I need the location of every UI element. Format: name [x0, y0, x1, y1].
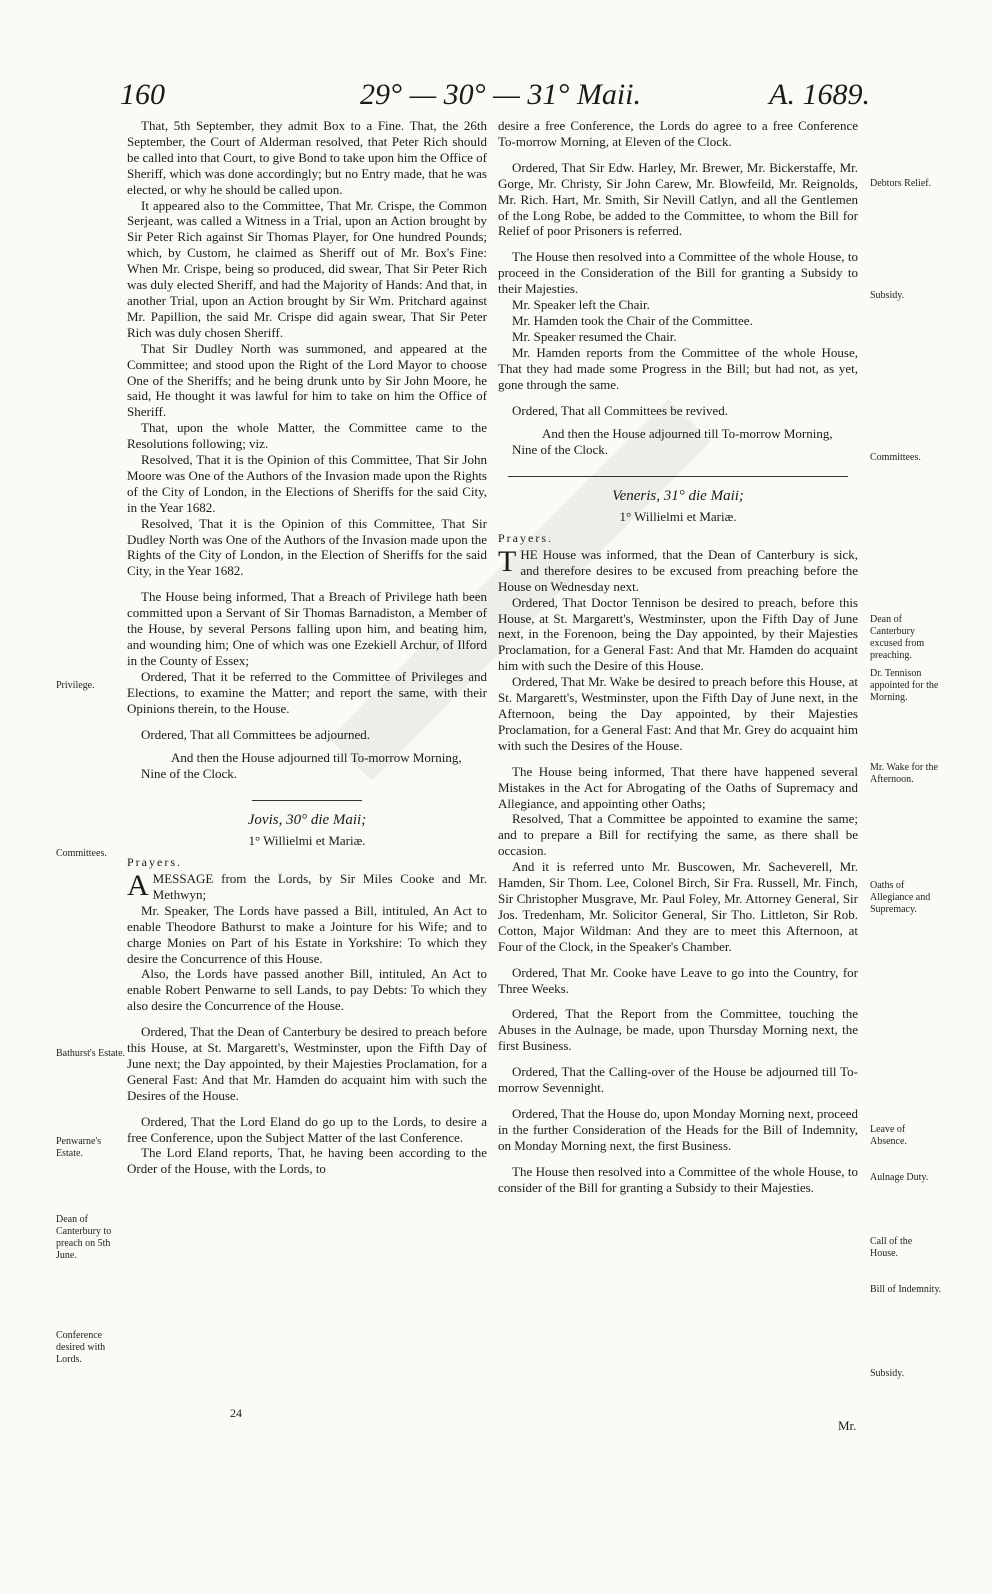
paragraph: The House being informed, That a Breach of Privilege hath been committed upon a Servant of Sir Thomas Barnadiston, a Member of the House, by several Persons falling upon him, and beating him, and wounding him; One of which was one Ezekiell Archur, of Ilford in the County of Essex;: [127, 589, 487, 668]
paragraph: Mr. Speaker resumed the Chair.: [512, 328, 677, 344]
margin-note-dean-canterbury: Dean of Canterbury to preach on 5th June.: [56, 1214, 112, 1261]
margin-note-bathurst: Bathurst's Estate.: [56, 1048, 126, 1059]
paragraph: Ordered, That the Report from the Committee, touching the Abuses in the Aulnage, be made, upon Thursday Morning next, the first Business.: [498, 1006, 858, 1054]
prayers-heading: Prayers.: [127, 855, 182, 870]
margin-note-committees-right: Committees.: [870, 452, 921, 463]
reign-line: 1° Willielmi et Mariæ.: [248, 833, 366, 849]
paragraph: Ordered, That the Dean of Canterbury be desired to preach before this House, at St. Margarett's, Westminster, upon the Fifth Day of June next; the Day appointed, by their Majesties Proclamation, for a General Fast: And that Mr. Hamden do acquaint him with such the Desires of the House.: [127, 1024, 487, 1103]
margin-note-wake: Mr. Wake for the Afternoon.: [870, 762, 938, 785]
paragraph: Mr. Hamden took the Chair of the Committee.: [512, 312, 753, 328]
margin-note-indemnity: Bill of Indemnity.: [870, 1284, 942, 1295]
paragraph: Ordered, That the Calling-over of the House be adjourned till To-morrow Sevennight.: [498, 1064, 858, 1096]
paragraph: Mr. Hamden reports from the Committee of the whole House, That they had made some Progress in the Bill; but had not, as yet, gone through the same.: [498, 344, 858, 392]
paragraph: And it is referred unto Mr. Buscowen, Mr. Sacheverell, Mr. Hamden, Sir Thom. Lee, Colonel Birch, Sir Fra. Russell, Mr. Finch, Sir Christopher Musgrave, Mr. Paul Foley, Mr. Attorney General, Sir Jos. Tredenham, Mr. Solicitor General, Sir Tho. Littleton, Sir Rob. Cotton, Major Wildman: And they are to meet this Afternoon, at Four of the Clock, in the Speaker's Chamber.: [498, 859, 858, 954]
paragraph: Mr. Speaker left the Chair.: [512, 297, 650, 313]
paragraph: That, upon the whole Matter, the Committee came to the Resolutions following; viz.: [127, 420, 487, 452]
paragraph: Ordered, That Mr. Wake be desired to preach before this House, at St. Margarett's, Westminster, upon the Fifth Day of June next, in the Afternoon, being the Day appointed, by their Majesties Proclamation, for a General Fast: And that Mr. Grey do acquaint him with such the Desires of the House.: [498, 674, 858, 753]
page-number: 160: [120, 78, 165, 111]
paragraph: The House then resolved into a Committee of the whole House, to proceed in the Consideration of the Bill for granting a Subsidy to their Majesties.: [498, 249, 858, 297]
paragraph: It appeared also to the Committee, That Mr. Crispe, the Common Serjeant, was called a Witness in a Trial, upon an Action brought by Sir Peter Rich against Sir Thomas Player, for One hundred Pounds; which, by Custom, he claimed as Sheriff out of Mr. Box's Fine: When Mr. Crispe, being so produced, did swear, That Sir Peter Rich was duly elected Sheriff, and had the Majority of Hands: And that, in another Trial, upon an Action brought by Sir Wm. Pritchard against Mr. Papillion, the said Mr. Crispe did again swear, That Sir Peter Rich was duly chosen Sheriff.: [127, 197, 487, 340]
margin-note-aulnage: Aulnage Duty.: [870, 1172, 929, 1183]
paragraph: That, 5th September, they admit Box to a Fine. That, the 26th September, the Court of Alderman resolved, that Peter Rich should be called into that Court, to give Bond to take upon him the Office of Sheriff, which was done accordingly; but no Entry made, that he was elected, or why he should be called upon.: [127, 118, 487, 197]
margin-note-conference: Conference desired with Lords.: [56, 1330, 106, 1365]
margin-note-privilege: Privilege.: [56, 680, 95, 691]
left-column: [127, 118, 487, 1177]
paragraph: Resolved, That it is the Opinion of this Committee, That Sir Dudley North was One of the Authors of the Invasion made upon the Rights of the City of London, in the Election of Sheriffs for the said City, in the Year 1682.: [127, 515, 487, 579]
paragraph: Resolved, That it is the Opinion of this Committee, That Sir John Moore was One of the Authors of the Invasion made upon the Rights of the City of London, in the Elections of Sheriffs for the said City, in the Year 1682.: [127, 452, 487, 515]
adjournment: And then the House adjourned till To-morrow Morning, Nine of the Clock.: [141, 750, 462, 782]
paragraph: Ordered, That it be referred to the Committee of Privileges and Elections, to examine the Matter; and report the same, with their Opinions therein, to the House.: [127, 668, 487, 716]
paragraph: Ordered, That Mr. Cooke have Leave to go into the Country, for Three Weeks.: [498, 964, 858, 996]
margin-note-dean-excused: Dean of Canterbury excused from preaching.: [870, 614, 925, 661]
paragraph: Resolved, That a Committee be appointed to examine the same; and to prepare a Bill for rectifying the same, as there shall be occasion.: [498, 811, 858, 859]
margin-note-call: Call of the House.: [870, 1236, 913, 1259]
header-dates: 29° — 30° — 31° Maii.: [360, 78, 642, 111]
paragraph: Also, the Lords have passed another Bill, intituled, An Act to enable Robert Penwarne to sell Lands, to pay Debts: To which they also desire the Concurrence of the House.: [127, 966, 487, 1014]
paragraph: Ordered, That all Committees be revived.: [512, 402, 728, 418]
margin-note-oaths: Oaths of Allegiance and Supremacy.: [870, 880, 931, 915]
paragraph: Ordered, That all Committees be adjourned.: [141, 726, 370, 742]
catchword: Mr.: [838, 1418, 857, 1433]
paragraph: Ordered, That the House do, upon Monday Morning next, proceed in the further Consideration of the Heads for the Bill of Indemnity, on Monday Morning next, the first Business.: [498, 1105, 858, 1153]
paragraph: desire a free Conference, the Lords do agree to a free Conference To-morrow Morning, at Eleven of the Clock.: [498, 118, 858, 149]
message-paragraph: AMESSAGE from the Lords, by Sir Miles Cooke and Mr. Methwyn;: [127, 868, 487, 902]
paragraph: Ordered, That Doctor Tennison be desired to preach, before this House, at St. Margarett's, Westminster, upon the Fifth Day of June next, in the Forenoon, being the Day appointed, by their Majesties Proclamation, for a General Fast: And that Mr. Hamden do acquaint him with such the Desire of this House.: [498, 594, 858, 674]
drop-cap: A: [127, 868, 149, 902]
section-rule: [252, 800, 362, 801]
prayers-heading: Prayers.: [498, 531, 553, 546]
paragraph: That Sir Dudley North was summoned, and appeared at the Committee; and stood upon the Right of the Lord Mayor to choose One of the Sheriffs; and he being drunk unto by Sir John Moore, he said, He thought it was lawful for him to take on him the Office of Sheriff.: [127, 340, 487, 420]
section-rule: [508, 476, 848, 477]
paragraph: The Lord Eland reports, That, he having been according to the Order of the House, with the Lords, to: [127, 1145, 487, 1177]
margin-note-subsidy: Subsidy.: [870, 290, 905, 301]
paragraph: The House being informed, That there have happened several Mistakes in the Act for Abrogating of the Oaths of Supremacy and Allegiance, and appointing other Oaths;: [498, 763, 858, 811]
margin-note-leave: Leave of Absence.: [870, 1124, 907, 1147]
day-heading: Jovis, 30° die Maii;: [247, 812, 367, 829]
right-column: [498, 118, 858, 1195]
paragraph: The House then resolved into a Committee of the whole House, to consider of the Bill for granting a Subsidy to their Majesties.: [498, 1163, 858, 1195]
day-heading: Veneris, 31° die Maii;: [612, 488, 744, 505]
margin-note-penwarne: Penwarne's Estate.: [56, 1136, 102, 1159]
page-header: [110, 78, 870, 122]
margin-note-subsidy-2: Subsidy.: [870, 1368, 905, 1379]
margin-note-tennison: Dr. Tennison appointed for the Morning.: [870, 668, 939, 703]
signature-mark: 24: [230, 1406, 242, 1420]
header-year: A. 1689.: [769, 78, 870, 111]
margin-note-debtors: Debtors Relief.: [870, 178, 932, 189]
paragraph: Mr. Speaker, The Lords have passed a Bill, intituled, An Act to enable Theodore Bathurst to make a Jointure for his Wife; and to charge Monies on Part of his Estate in Yorkshire: To which they desire the Concurrence of this House.: [127, 902, 487, 966]
adjournment: And then the House adjourned till To-morrow Morning, Nine of the Clock.: [512, 426, 833, 458]
paragraph: THE House was informed, that the Dean of Canterbury is sick, and therefore desires to be excused from preaching before the House on Wednesday next.: [498, 544, 858, 594]
paragraph: Ordered, That the Lord Eland do go up to the Lords, to desire a free Conference, upon the Subject Matter of the last Conference.: [127, 1113, 487, 1145]
drop-cap: T: [498, 544, 517, 578]
paragraph: Ordered, That Sir Edw. Harley, Mr. Brewer, Mr. Bickerstaffe, Mr. Gorge, Mr. Christy, Sir John Carew, Mr. Blowfeild, Mr. Reignolds, Mr. Rich. Hart, Mr. Smith, Sir Nevill Catlyn, and all the Gentlemen of the Long Robe, be added to the Committee, to whom the Bill for Relief of poor Prisoners is referred.: [498, 159, 858, 239]
margin-note-committees: Committees.: [56, 848, 107, 859]
reign-line: 1° Willielmi et Mariæ.: [619, 509, 737, 525]
